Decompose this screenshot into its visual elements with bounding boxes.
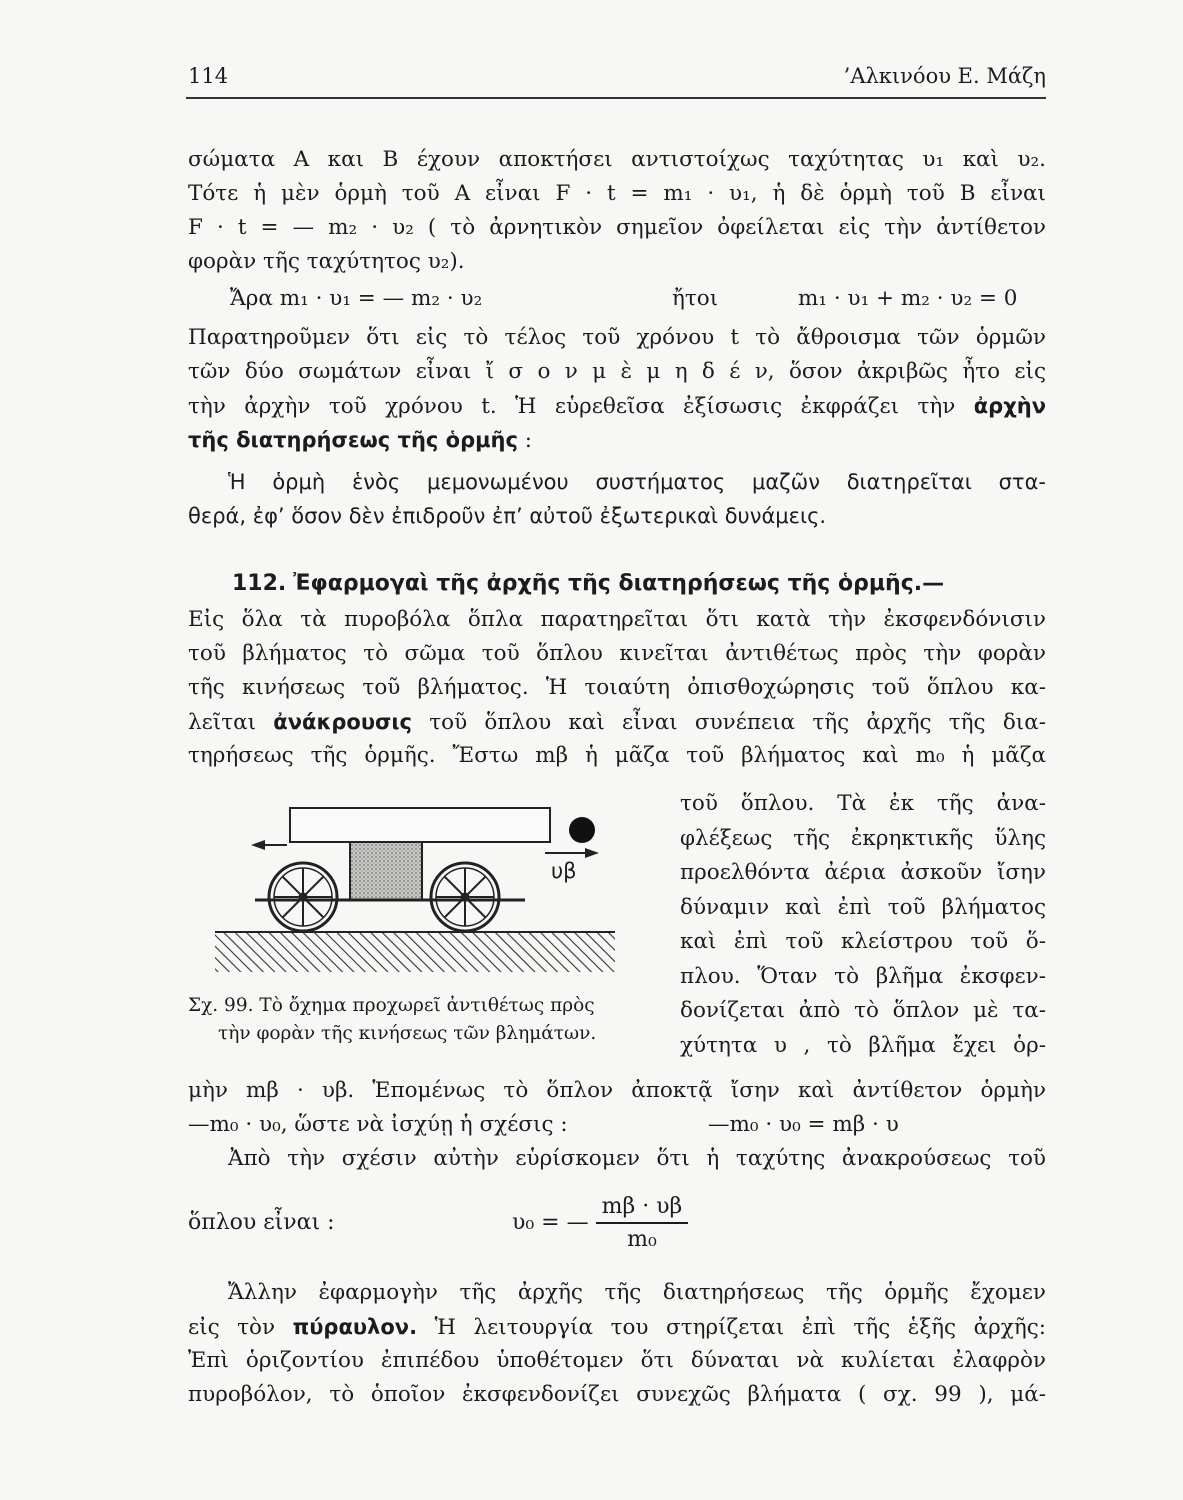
section-heading bbox=[188, 567, 1046, 601]
caption-line: Σχ. 99. Τὸ ὄχημα προχωρεῖ ἀντιθέτως πρὸς bbox=[188, 995, 595, 1016]
text-line bbox=[188, 705, 1046, 739]
text-line: χύτητα υ , τὸ βλῆμα ἔχει ὁρ- bbox=[680, 1032, 1046, 1058]
conservation-law bbox=[188, 465, 1046, 533]
support-block bbox=[350, 842, 422, 900]
recoil-arrow bbox=[251, 840, 287, 850]
text-span: —m₀ · υ₀, ὥστε νὰ ἰσχύῃ ἡ σχέσις : bbox=[188, 1112, 568, 1137]
text-line: Ἡ ὁρμὴ ἑνὸς μεμονωμένου συστήματος μαζῶν διατηρεῖται στα- bbox=[228, 470, 1046, 494]
text-span: εἰς τὸν bbox=[188, 1315, 293, 1340]
figure-cart bbox=[215, 800, 660, 975]
fraction bbox=[596, 1194, 689, 1252]
paragraph-5 bbox=[188, 1276, 1046, 1412]
text-line: προελθόντα ἀέρια ἀσκοῦν ἴσην bbox=[680, 860, 1046, 885]
text-line bbox=[188, 423, 1046, 457]
text-span: τὴν ἀρχὴν τοῦ χρόνου t. Ἡ εὑρεθεῖσα ἐξίσωσις ἐκφράζει τὴν bbox=[188, 394, 956, 419]
paragraph-3 bbox=[188, 603, 1046, 773]
text-line bbox=[188, 1108, 1046, 1142]
text-line: τῆς κινήσεως τοῦ βλήματος. Ἡ τοιαύτη ὀπισθοχώρησις τοῦ ὅπλου κα- bbox=[188, 675, 1046, 700]
velocity-label: υβ bbox=[551, 859, 577, 883]
bold-term: ἀνάκρουσις bbox=[273, 710, 413, 734]
text-line: Παρατηροῦμεν ὅτι εἰς τὸ τέλος τοῦ χρόνου t τὸ ἄθροισμα τῶν ὁρμῶν bbox=[188, 325, 1046, 350]
running-head: ’Αλκινόου Ε. Μάζη bbox=[843, 64, 1046, 88]
text-span: : bbox=[517, 428, 533, 453]
page-header bbox=[188, 64, 1046, 96]
recoil-equation: —m₀ · υ₀ = mβ · υ bbox=[708, 1112, 899, 1137]
text-line: Τότε ἡ μὲν ὁρμὴ τοῦ Α εἶναι F · t = m₁ · υ₁, ἡ δὲ ὁρμὴ τοῦ Β εἶναι bbox=[188, 181, 1046, 206]
gun-barrel bbox=[290, 808, 550, 842]
text-line bbox=[188, 1310, 1046, 1344]
equation-left: Ἄρα m₁ · υ₁ = — m₂ · υ₂ bbox=[230, 286, 483, 311]
text-line: μὴν mβ · υβ. Ἑπομένως τὸ ὅπλον ἀποκτᾷ ἴσην καὶ ἀντίθετον ὁρμὴν bbox=[188, 1078, 1046, 1103]
caption-line: τὴν φορὰν τῆς κινήσεως τῶν βλημάτων. bbox=[218, 1023, 597, 1044]
paragraph-1 bbox=[188, 143, 1046, 279]
velocity-formula bbox=[512, 1194, 688, 1252]
text-line: καὶ ἐπὶ τοῦ κλείστρου τοῦ ὅ- bbox=[680, 929, 1046, 954]
text-line: δύναμιν καὶ ἐπὶ τοῦ βλήματος bbox=[680, 894, 1046, 920]
text-line: F · t = — m₂ · υ₂ ( τὸ ἀρνητικὸν σημεῖον ὀφείλεται εἰς τὴν ἀντίθετον bbox=[188, 215, 1046, 240]
bold-term: τῆς διατηρήσεως τῆς ὁρμῆς bbox=[188, 428, 518, 452]
text-span: λεῖται bbox=[188, 710, 274, 735]
equation-connector: ἤτοι bbox=[672, 286, 719, 311]
text-line: τοῦ ὅπλου. Τὰ ἐκ τῆς ἀνα- bbox=[680, 791, 1046, 816]
text-line: Ἄλλην ἐφαρμογὴν τῆς ἀρχῆς τῆς διατηρήσεως τῆς ὁρμῆς ἔχομεν bbox=[228, 1280, 1046, 1305]
text-line bbox=[188, 389, 1046, 423]
header-rule bbox=[186, 97, 1046, 99]
wheel-right bbox=[431, 863, 499, 931]
text-line: Εἰς ὅλα τὰ πυροβόλα ὅπλα παρατηρεῖται ὅτι κατὰ τὴν ἐκσφενδόνισιν bbox=[188, 607, 1046, 632]
section-title: Ἐφαρμογαὶ τῆς ἀρχῆς τῆς διατηρήσεως τῆς ὁρμῆς.— bbox=[293, 571, 945, 596]
figure-caption bbox=[188, 992, 668, 1048]
text-line: τοῦ βλήματος τὸ σῶμα τοῦ ὅπλου κινεῖται ἀντιθέτως πρὸς τὴν φορὰν bbox=[188, 641, 1046, 666]
equation-right: m₁ · υ₁ + m₂ · υ₂ = 0 bbox=[798, 286, 1018, 311]
text-line: θερά, ἐφ’ ὅσον δὲν ἐπιδροῦν ἐπ’ αὐτοῦ ἐξωτερικαὶ δυνάμεις. bbox=[188, 504, 827, 528]
text-span: Ἡ λειτουργία του στηρίζεται ἐπὶ τῆς ἑξῆς ἀρχῆς: bbox=[417, 1315, 1046, 1340]
text-line: πλου. Ὅταν τὸ βλῆμα ἐκσφεν- bbox=[680, 963, 1046, 989]
fraction-denominator: m₀ bbox=[627, 1227, 657, 1252]
wheel-left bbox=[269, 863, 337, 931]
text-line: φορὰν τῆς ταχύτητος υ₂). bbox=[188, 249, 465, 274]
bold-term: ἀρχὴν bbox=[973, 394, 1046, 418]
section-number: 112. bbox=[232, 571, 287, 596]
cart-illustration bbox=[215, 800, 660, 975]
text-line: Ἀπὸ τὴν σχέσιν αὐτὴν εὑρίσκομεν ὅτι ἡ ταχύτης ἀνακρούσεως τοῦ bbox=[228, 1146, 1046, 1171]
text-line: σώματα Α και Β έχουν αποκτήσει αντιστοίχως ταχύτητας υ₁ καὶ υ₂. bbox=[188, 147, 1046, 172]
right-column-text bbox=[680, 787, 1046, 1063]
formula-lhs: υ₀ = — bbox=[512, 1210, 589, 1235]
momentum-equation bbox=[188, 282, 1046, 316]
fraction-numerator: mβ · υβ bbox=[596, 1194, 689, 1224]
velocity-formula-label: ὅπλου εἶναι : bbox=[188, 1210, 335, 1235]
paragraph-2 bbox=[188, 321, 1046, 457]
projectile-ball bbox=[569, 817, 595, 843]
text-span: τοῦ ὅπλου καὶ εἶναι συνέπεια τῆς ἀρχῆς τῆς δια- bbox=[412, 710, 1046, 735]
text-line: φλέξεως τῆς ἐκρηκτικῆς ὕλης bbox=[680, 825, 1046, 851]
ground-hatching bbox=[215, 932, 615, 972]
text-line: δονίζεται ἀπὸ τὸ ὅπλον μὲ τα- bbox=[680, 998, 1046, 1023]
velocity-arrow bbox=[545, 848, 599, 858]
text-line: πυροβόλον, τὸ ὁποῖον ἐκσφενδονίζει συνεχῶς βλήματα ( σχ. 99 ), μά- bbox=[188, 1382, 1046, 1407]
text-line: Ἐπὶ ὁριζοντίου ἐπιπέδου ὑποθέτομεν ὅτι δύναται νὰ κυλίεται ἐλαφρὸν bbox=[188, 1348, 1046, 1373]
bold-term: πύραυλον. bbox=[292, 1315, 418, 1339]
page-number: 114 bbox=[188, 64, 229, 88]
text-line: τῶν δύο σωμάτων εἶναι ἴ σ ο ν μ ὲ μ η δ έ ν, ὅσον ἀκριβῶς ἦτο εἰς bbox=[188, 359, 1046, 384]
text-line: τηρήσεως τῆς ὁρμῆς. Ἔστω mβ ἡ μᾶζα τοῦ βλήματος καὶ m₀ ἡ μᾶζα bbox=[188, 743, 1046, 768]
paragraph-4 bbox=[188, 1074, 1046, 1176]
